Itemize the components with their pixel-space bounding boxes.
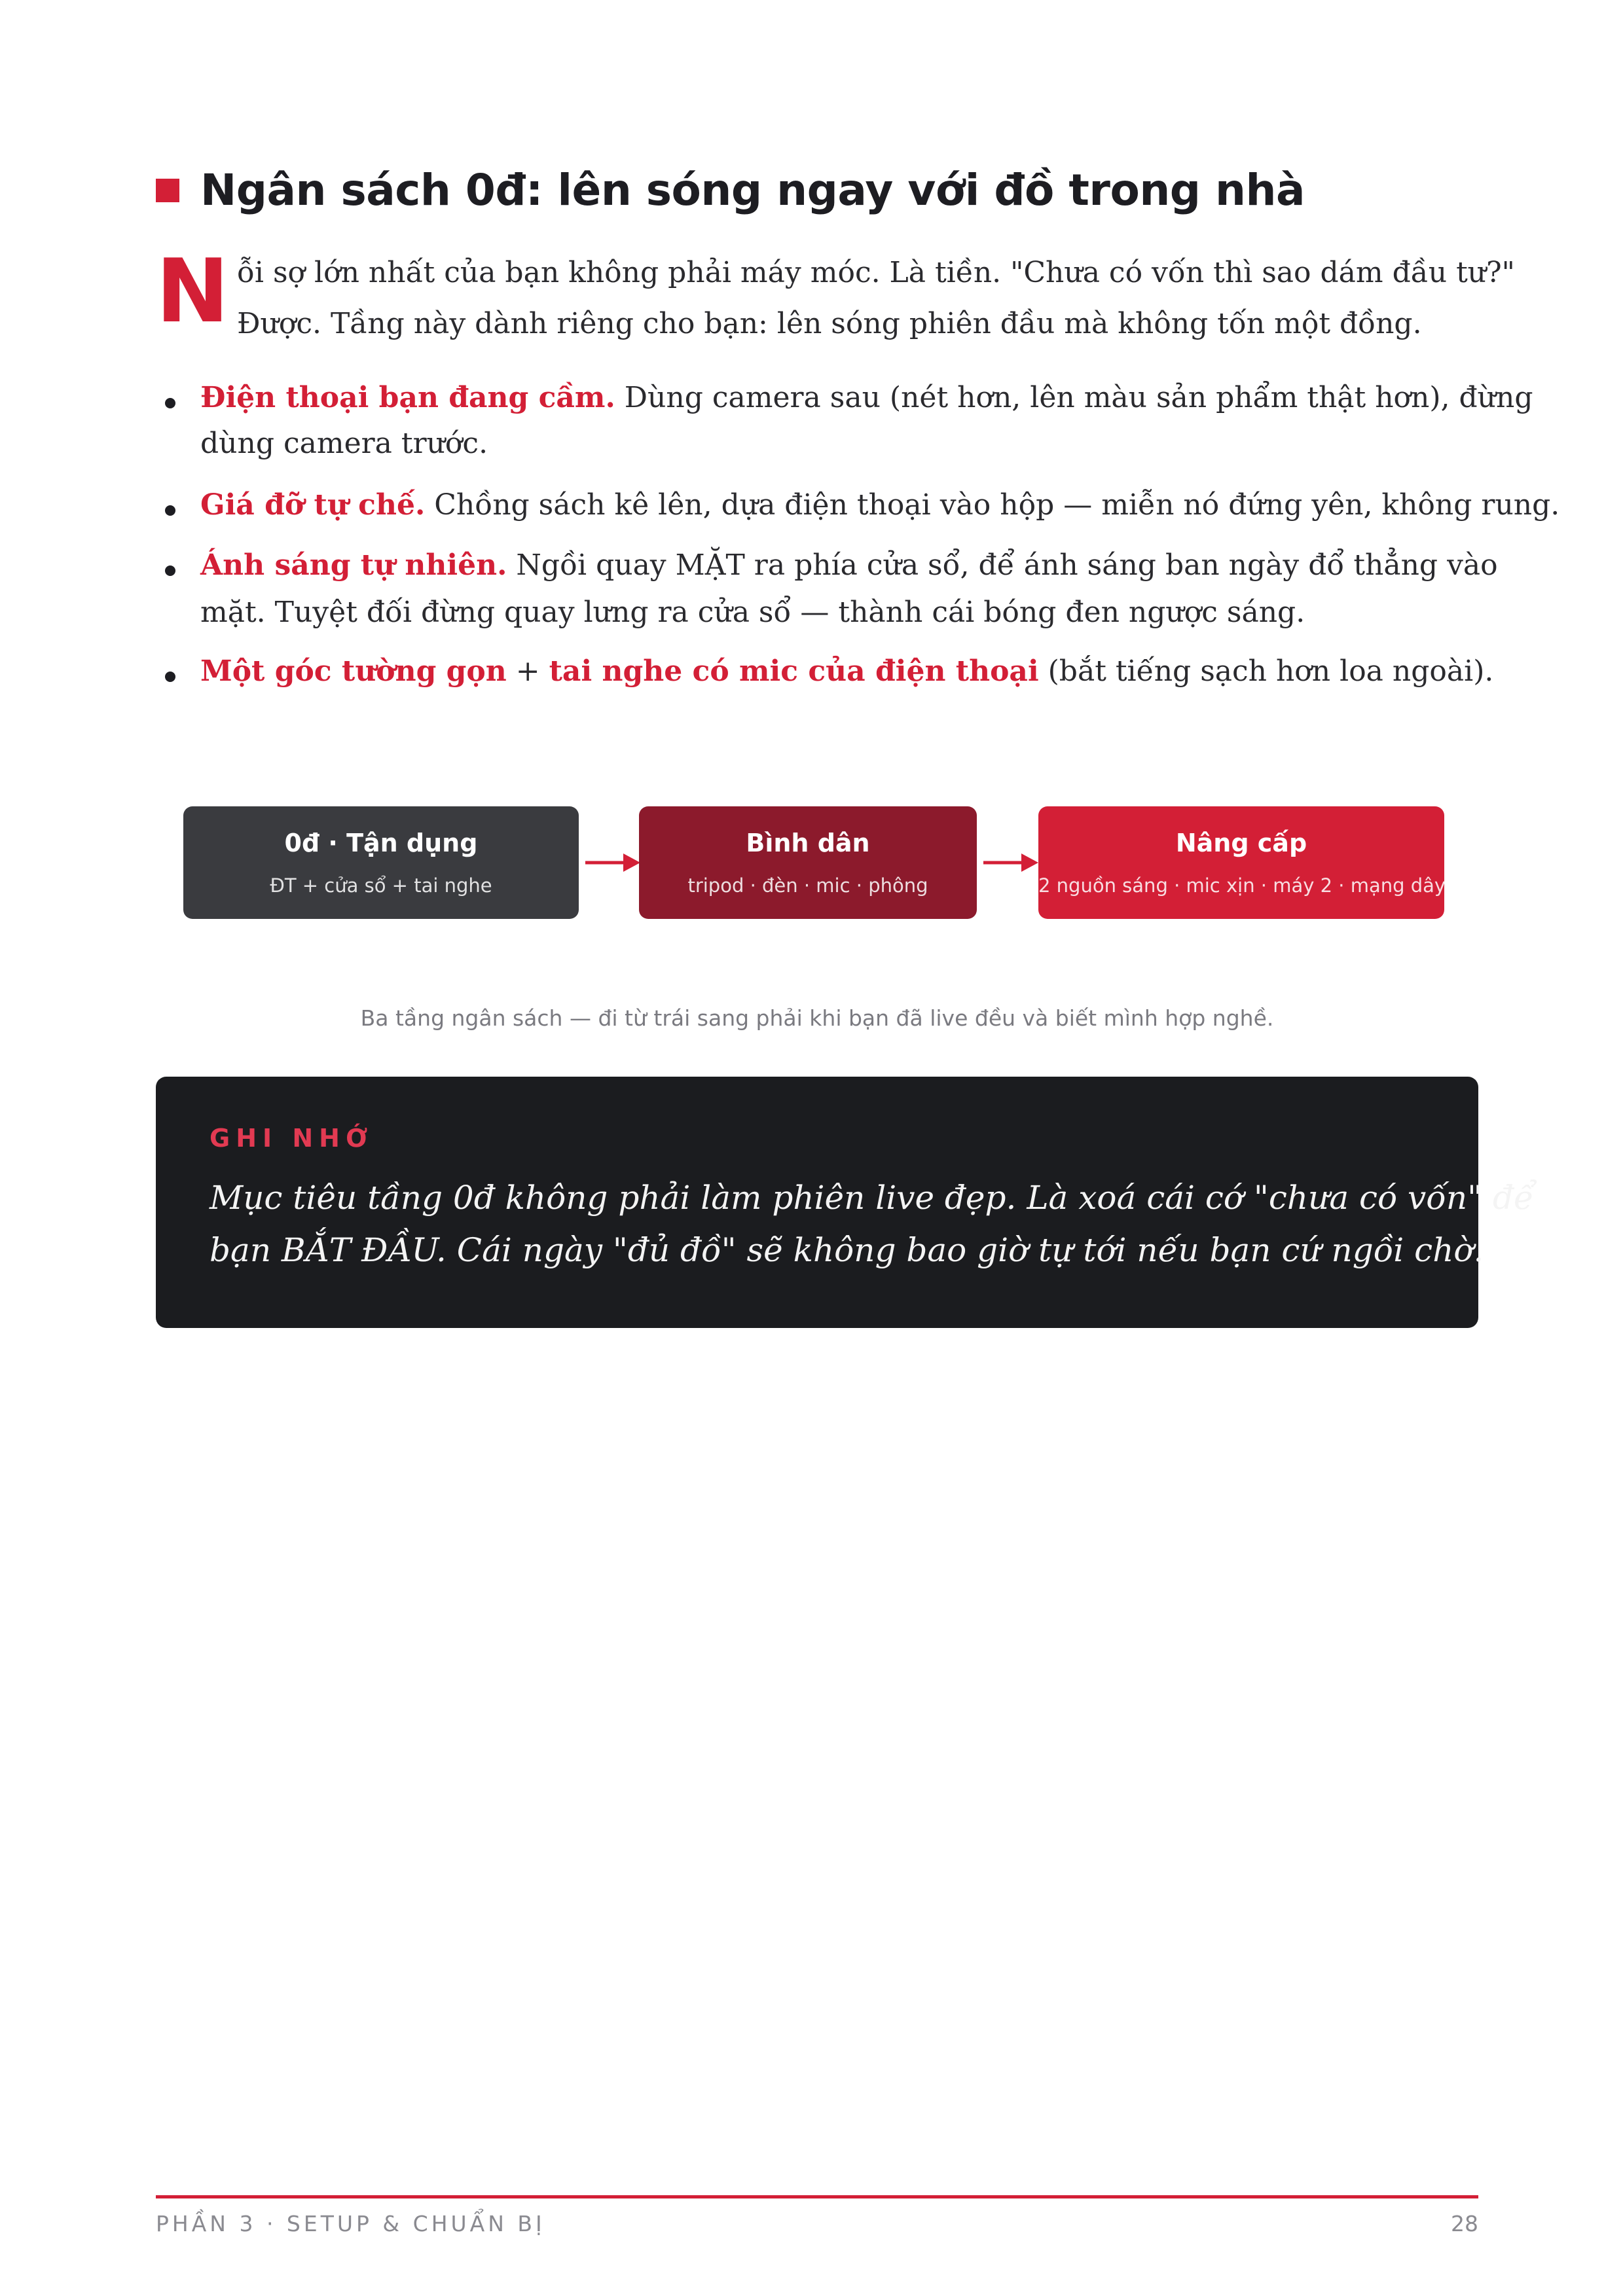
flow-tier-budget — [639, 806, 977, 919]
note-box — [156, 1077, 1534, 1328]
bullet-text: Chồng sách kê lên, dựa điện thoại vào hộp — miễn nó đứng yên, không rung. — [425, 488, 1560, 522]
intro-line-1: ỗi sợ lớn nhất của bạn không phải máy móc. Là tiền. "Chưa có vốn thì sao dám đầu tư?" — [237, 256, 1515, 289]
bullet-dot-icon — [165, 672, 175, 682]
bullet-highlight: Một góc tường gọn — [200, 655, 507, 688]
bullet-plus: + — [506, 655, 549, 688]
figure-caption: Ba tầng ngân sách — đi từ trái sang phải khi bạn đã live đều và biết mình hợp nghề. — [360, 1005, 1274, 1031]
intro-line-2: Được. Tầng này dành riêng cho bạn: lên sóng phiên đầu mà không tốn một đồng. — [237, 307, 1422, 340]
arrow-right-icon — [583, 848, 642, 877]
section-title: Ngân sách 0đ: lên sóng ngay với đồ trong nhà — [200, 165, 1305, 215]
flow-tier-title: Nâng cấp — [1175, 829, 1307, 857]
bullet-dot-icon — [165, 505, 175, 516]
bullet-text: (bắt tiếng sạch hơn loa ngoài). — [1038, 655, 1494, 688]
bullet-text-line-2: mặt. Tuyệt đối đừng quay lưng ra cửa sổ — thành cái bóng đen ngược sáng. — [200, 596, 1305, 629]
heading-square-icon — [156, 179, 179, 202]
bullet-text-line-2: dùng camera trước. — [200, 427, 488, 460]
section-heading — [156, 165, 1478, 215]
bullet-text: Dùng camera sau (nét hơn, lên màu sản phẩm thật hơn), đừng — [615, 381, 1533, 414]
bullet-highlight-2: tai nghe có mic của điện thoại — [549, 655, 1039, 688]
bullet-highlight: Ánh sáng tự nhiên. — [200, 548, 507, 582]
flow-tier-upgrade — [1038, 806, 1444, 919]
note-line-1: Mục tiêu tầng 0đ không phải làm phiên live đẹp. Là xoá cái cớ "chưa có vốn" để — [210, 1179, 1534, 1217]
bullet-dot-icon — [165, 398, 175, 408]
flow-tier-zero — [183, 806, 579, 919]
page-number: 28 — [1451, 2211, 1478, 2236]
bullet-dot-icon — [165, 565, 175, 576]
bullet-highlight: Giá đỡ tự chế. — [200, 488, 426, 522]
footer-section-label: PHẦN 3 · SETUP & CHUẨN BỊ — [156, 2211, 545, 2236]
flow-tier-subtitle: ĐT + cửa sổ + tai nghe — [270, 874, 492, 897]
note-line-2: bạn BẮT ĐẦU. Cái ngày "đủ đồ" sẽ không bao giờ tự tới nếu bạn cứ ngồi chờ. — [210, 1231, 1484, 1269]
flow-tier-title: Bình dân — [746, 829, 870, 857]
drop-cap: N — [156, 240, 230, 342]
note-label: GHI NHỚ — [210, 1124, 374, 1153]
flow-tier-title: 0đ · Tận dụng — [284, 829, 478, 857]
bullet-text: Ngồi quay MẶT ra phía cửa sổ, để ánh sáng ban ngày đổ thẳng vào — [507, 548, 1498, 582]
bullet-highlight: Điện thoại bạn đang cầm. — [200, 381, 615, 414]
arrow-right-icon — [981, 848, 1040, 877]
flow-tier-subtitle: 2 nguồn sáng · mic xịn · máy 2 · mạng dây — [1038, 874, 1446, 897]
footer-rule — [156, 2195, 1478, 2198]
flow-tier-subtitle: tripod · đèn · mic · phông — [687, 874, 928, 897]
